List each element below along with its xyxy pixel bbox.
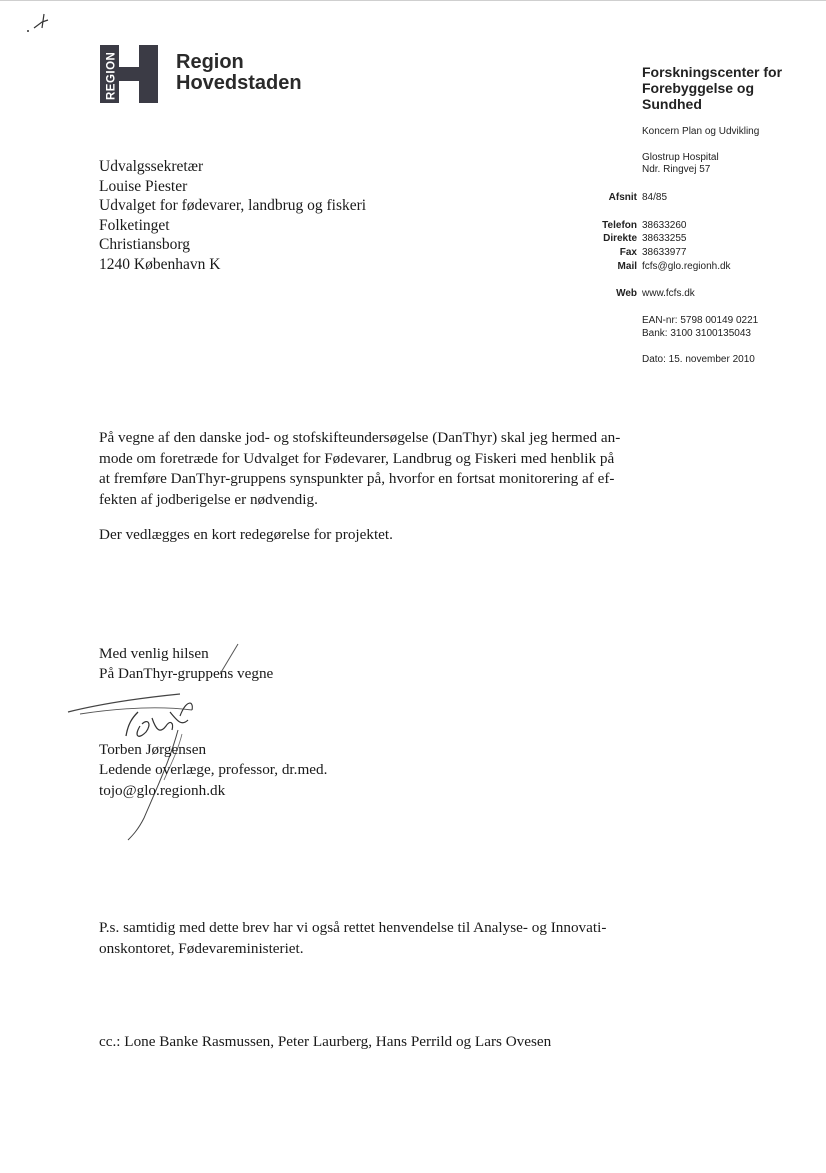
signer-email[interactable]: tojo@glo.regionh.dk [99,781,226,799]
afsnit-value: 84/85 [642,192,668,203]
body-paragraph-1-line: at fremføre DanThyr-gruppens synspunkter på, hvorfor en fortsat monitorering af ef- [99,470,615,487]
body-paragraph-2: Der vedlægges en kort redegørelse for projektet. [99,526,393,543]
signer-title: Ledende overlæge, professor, dr.med. [99,761,328,779]
address-line: Ndr. Ringvej 57 [642,164,711,175]
body-paragraph-1-line: mode om foretræde for Udvalget for Fødevarer, Landbrug og Fiskeri med henblik på [99,449,615,467]
logo-name-line2: Hovedstaden [176,72,302,94]
scan-mark-icon [20,0,60,40]
logo-name [176,52,302,94]
org-line: Forskningscenter for [642,64,783,80]
afsnit-label: Afsnit [608,192,637,203]
mail-value[interactable]: fcfs@glo.regionh.dk [642,261,731,272]
fax-value: 38633977 [642,247,687,258]
logo-name-line1: Region [176,51,244,73]
telefon-label: Telefon [602,220,637,231]
recipient-line: Christiansborg [99,236,190,254]
letter-date: Dato: 15. november 2010 [642,354,755,365]
bank-account: Bank: 3100 3100135043 [642,328,751,339]
body-paragraph-1-line: fekten af jodberigelse er nødvendig. [99,490,318,508]
closing-on-behalf: På DanThyr-gruppens vegne [99,665,274,683]
web-label: Web [616,288,637,299]
letterhead-organization [642,64,817,112]
recipient-line: 1240 København K [99,255,221,273]
scan-top-edge [0,0,826,1]
logo-vertical-text: REGION [105,51,118,100]
org-line: Forebyggelse og [642,80,755,96]
postscript-line: onskontoret, Fødevareministeriet. [99,939,304,957]
cc-line: cc.: Lone Banke Rasmussen, Peter Laurberg, Hans Perrild og Lars Ovesen [99,1033,552,1050]
recipient-line: Udvalgssekretær [99,158,204,175]
mail-label: Mail [617,261,637,272]
region-logo-icon [100,45,158,103]
direkte-value: 38633255 [642,233,687,244]
postscript-line: P.s. samtidig med dette brev har vi også rettet henvendelse til Analyse- og Innovati- [99,919,607,936]
letterhead-address [642,152,719,176]
signer-block [99,740,327,801]
recipient-line: Louise Piester [99,177,188,195]
body-paragraph-1-line: På vegne af den danske jod- og stofskifteundersøgelse (DanThyr) skal jeg hermed an- [99,429,621,446]
web-value[interactable]: www.fcfs.dk [642,288,695,299]
signer-name: Torben Jørgensen [99,741,207,758]
recipient-address [99,157,366,275]
telefon-value: 38633260 [642,220,687,231]
recipient-line: Udvalget for fødevarer, landbrug og fiskeri [99,197,367,215]
ean-number: EAN-nr: 5798 00149 0221 [642,315,759,326]
org-line: Sundhed [642,96,702,112]
letterhead-department: Koncern Plan og Udvikling [642,126,760,137]
fax-label: Fax [619,247,637,258]
closing-greeting: Med venlig hilsen [99,645,209,662]
recipient-line: Folketinget [99,216,170,234]
direkte-label: Direkte [603,233,637,244]
address-line: Glostrup Hospital [642,152,719,163]
